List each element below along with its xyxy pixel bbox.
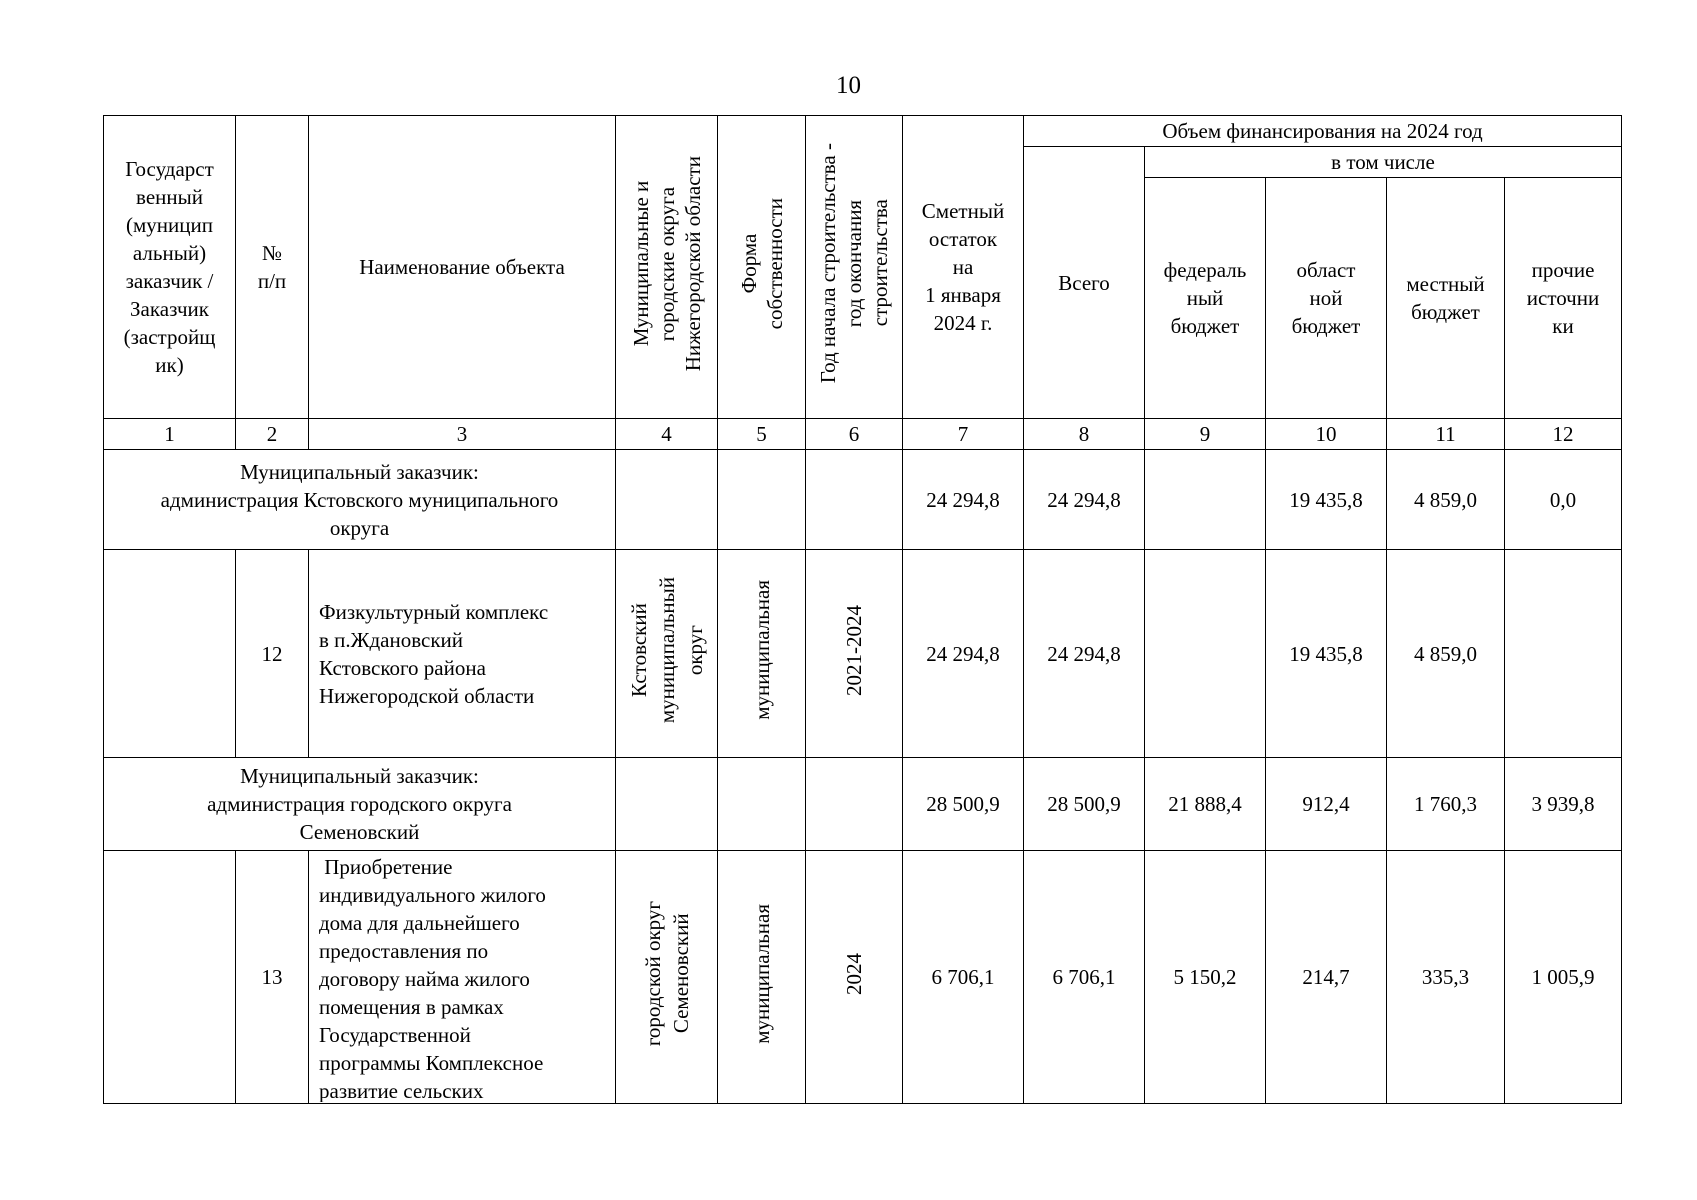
- column-number: 3: [309, 419, 616, 450]
- object-number: 12: [236, 550, 309, 758]
- local-value: 1 760,3: [1387, 758, 1505, 851]
- object-ownership: муниципальная: [718, 851, 806, 1104]
- local-value: 4 859,0: [1387, 550, 1505, 758]
- regional-value: 19 435,8: [1266, 550, 1387, 758]
- local-value: 4 859,0: [1387, 450, 1505, 550]
- header-regional: област ной бюджет: [1266, 178, 1387, 419]
- empty-cell: [718, 758, 806, 851]
- empty-cell: [104, 550, 236, 758]
- financing-table: [103, 115, 1622, 1104]
- regional-value: 19 435,8: [1266, 450, 1387, 550]
- empty-cell: [718, 450, 806, 550]
- other-value: 1 005,9: [1505, 851, 1622, 1104]
- column-number: 5: [718, 419, 806, 450]
- object-name: Приобретение индивидуального жилого дома для дальнейшего предоставления по договору найма жилого помещения в рамках Государственной программы Комплексное развитие сельских: [309, 851, 616, 1104]
- object-district: Кстовский муниципальный округ: [616, 550, 718, 758]
- column-number-row: [104, 419, 1622, 450]
- header-customer: Государст венный (муницип альный) заказчик / Заказчик (застройщ ик): [104, 116, 236, 419]
- federal-value: 5 150,2: [1145, 851, 1266, 1104]
- regional-value: 214,7: [1266, 851, 1387, 1104]
- empty-cell: [806, 758, 903, 851]
- object-number: 13: [236, 851, 309, 1104]
- header-number: № п/п: [236, 116, 309, 419]
- page-number: 10: [836, 72, 861, 99]
- column-number: 9: [1145, 419, 1266, 450]
- object-ownership: муниципальная: [718, 550, 806, 758]
- empty-cell: [616, 450, 718, 550]
- other-value: 3 939,8: [1505, 758, 1622, 851]
- remaining-value: 6 706,1: [903, 851, 1024, 1104]
- header-local: местный бюджет: [1387, 178, 1505, 419]
- group-title: Муниципальный заказчик: администрация Кстовского муниципального округа: [104, 450, 616, 550]
- column-number: 12: [1505, 419, 1622, 450]
- header-federal: федераль ный бюджет: [1145, 178, 1266, 419]
- header-years: Год начала строительства - год окончания строительства: [806, 116, 903, 419]
- total-value: 6 706,1: [1024, 851, 1145, 1104]
- header-financing: Объем финансирования на 2024 год: [1024, 116, 1622, 147]
- group-title: Муниципальный заказчик: администрация городского округа Семеновский: [104, 758, 616, 851]
- empty-cell: [806, 450, 903, 550]
- total-value: 24 294,8: [1024, 550, 1145, 758]
- column-number: 4: [616, 419, 718, 450]
- column-number: 7: [903, 419, 1024, 450]
- header-including: в том числе: [1145, 147, 1622, 178]
- header-remaining: Сметный остаток на 1 января 2024 г.: [903, 116, 1024, 419]
- total-value: 28 500,9: [1024, 758, 1145, 851]
- regional-value: 912,4: [1266, 758, 1387, 851]
- header-ownership: Форма собственности: [718, 116, 806, 419]
- column-number: 8: [1024, 419, 1145, 450]
- local-value: 335,3: [1387, 851, 1505, 1104]
- object-years: 2021-2024: [806, 550, 903, 758]
- total-value: 24 294,8: [1024, 450, 1145, 550]
- empty-cell: [104, 851, 236, 1104]
- other-value: 0,0: [1505, 450, 1622, 550]
- remaining-value: 24 294,8: [903, 550, 1024, 758]
- federal-value: 21 888,4: [1145, 758, 1266, 851]
- group-row-semenov: [104, 758, 1622, 851]
- header-total: Всего: [1024, 147, 1145, 419]
- header-object-name: Наименование объекта: [309, 116, 616, 419]
- column-number: 2: [236, 419, 309, 450]
- federal-value: [1145, 550, 1266, 758]
- object-district: городской округ Семеновский: [616, 851, 718, 1104]
- column-number: 6: [806, 419, 903, 450]
- object-name: Физкультурный комплекс в п.Ждановский Кстовского района Нижегородской области: [309, 550, 616, 758]
- header-municipal-districts: Муниципальные и городские округа Нижегородской области: [616, 116, 718, 419]
- empty-cell: [616, 758, 718, 851]
- object-years: 2024: [806, 851, 903, 1104]
- group-row-kstovo: [104, 450, 1622, 550]
- column-number: 10: [1266, 419, 1387, 450]
- object-row-13: [104, 851, 1622, 1104]
- object-row-12: [104, 550, 1622, 758]
- other-value: [1505, 550, 1622, 758]
- remaining-value: 28 500,9: [903, 758, 1024, 851]
- federal-value: [1145, 450, 1266, 550]
- column-number: 1: [104, 419, 236, 450]
- header-other: прочие источни ки: [1505, 178, 1622, 419]
- remaining-value: 24 294,8: [903, 450, 1024, 550]
- column-number: 11: [1387, 419, 1505, 450]
